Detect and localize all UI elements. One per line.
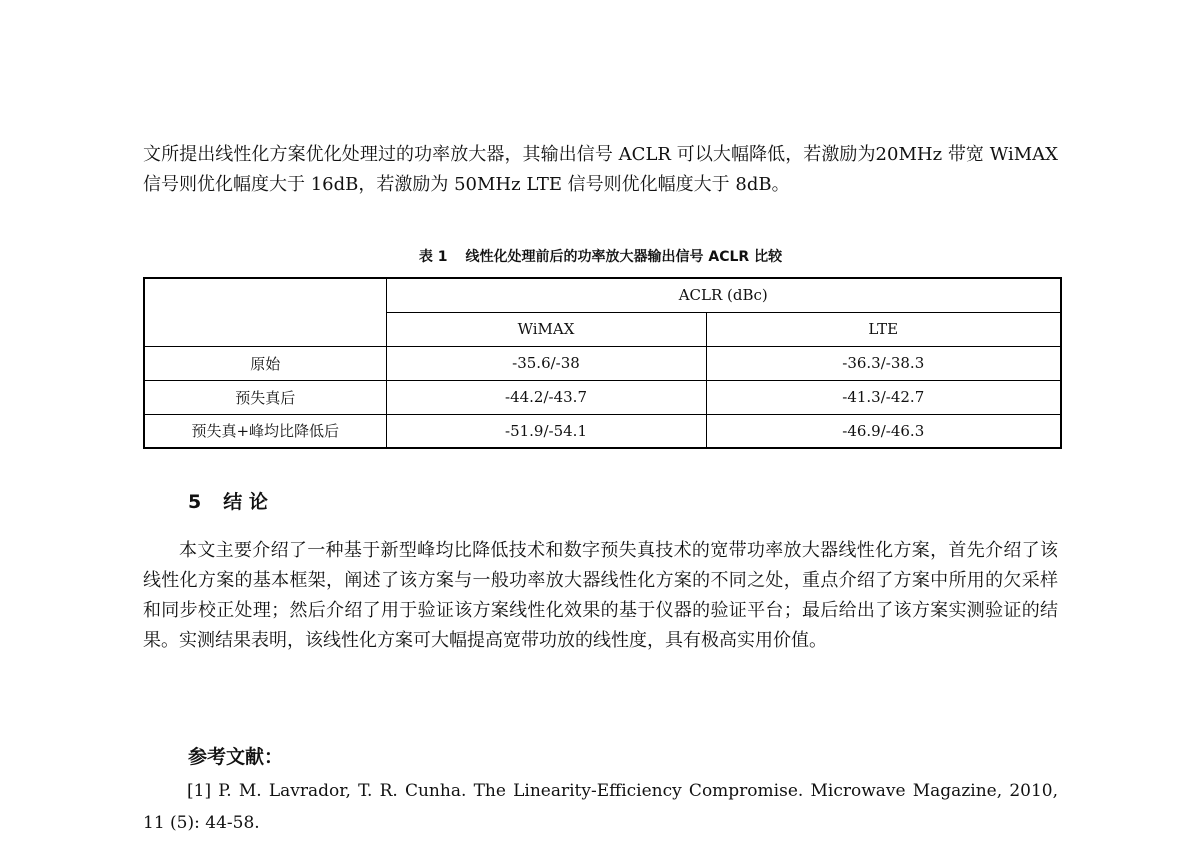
table-row (144, 346, 1061, 380)
table-row (144, 380, 1061, 414)
table-caption-text: 线性化处理前后的功率放大器输出信号 ACLR 比较 (465, 249, 783, 265)
row-label: 原始 (144, 346, 386, 380)
section-title: 结 论 (223, 491, 268, 513)
table-header-row (144, 278, 1061, 312)
table-row (144, 414, 1061, 448)
cell-lte: -46.9/-46.3 (706, 414, 1061, 448)
reference-item: [1] P. M. Lavrador, T. R. Cunha. The Linearity-Efficiency Compromise. Microwave Magazine, 2010, 11 (5): 44-58. (143, 781, 1058, 833)
section-heading (188, 487, 268, 514)
table-caption-number: 表 1 (418, 249, 448, 265)
row-label: 预失真+峰均比降低后 (144, 414, 386, 448)
row-label: 预失真后 (144, 380, 386, 414)
table-caption (143, 246, 1058, 266)
cell-lte: -41.3/-42.7 (706, 380, 1061, 414)
column-header-wimax: WiMAX (386, 312, 706, 346)
references-heading: 参考文献： (188, 746, 284, 768)
cell-lte: -36.3/-38.3 (706, 346, 1061, 380)
intro-paragraph: 文所提出线性化方案优化处理过的功率放大器，其输出信号 ACLR 可以大幅降低，若激励为20MHz 带宽 WiMAX 信号则优化幅度大于 16dB，若激励为 50MHz LTE 信号则优化幅度大于 8dB。 (143, 144, 1058, 195)
cell-wimax: -44.2/-43.7 (386, 380, 706, 414)
aclr-group-header: ACLR (dBc) (386, 278, 1061, 312)
cell-wimax: -35.6/-38 (386, 346, 706, 380)
aclr-table (143, 277, 1062, 449)
conclusion-paragraph: 本文主要介绍了一种基于新型峰均比降低技术和数字预失真技术的宽带功率放大器线性化方案，首先介绍了该线性化方案的基本框架，阐述了该方案与一般功率放大器线性化方案的不同之处，重点介绍了方案中所用的欠采样和同步校正处理；然后介绍了用于验证该方案线性化效果的基于仪器的验证平台；最后给出了该方案实测验证的结果。实测结果表明，该线性化方案可大幅提高宽带功放的线性度，具有极高实用价值。 (143, 540, 1058, 651)
table-corner-cell (144, 278, 386, 346)
section-number: 5 (188, 491, 202, 513)
column-header-lte: LTE (706, 312, 1061, 346)
cell-wimax: -51.9/-54.1 (386, 414, 706, 448)
